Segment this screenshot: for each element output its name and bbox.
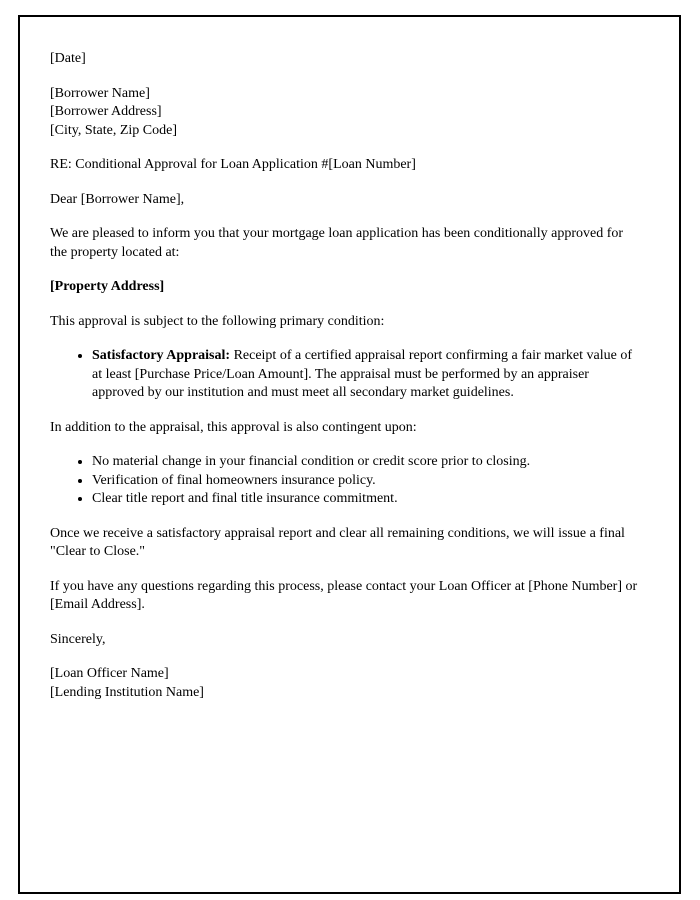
recipient-address-line: [Borrower Address] <box>50 104 162 119</box>
salutation: Dear [Borrower Name], <box>50 191 185 207</box>
contingency-intro: In addition to the appraisal, this approval is also contingent upon: <box>50 419 417 435</box>
signature-officer-line: [Loan Officer Name] <box>50 666 169 681</box>
signoff: Sincerely, <box>50 631 106 647</box>
recipient-city-line: [City, State, Zip Code] <box>50 122 178 138</box>
signature-block <box>50 665 643 702</box>
subject-line: RE: Conditional Approval for Loan Application #[Loan Number] <box>50 157 416 172</box>
contingency-list <box>50 453 643 509</box>
contingency-item: • Clear title report and final title insurance commitment. <box>92 490 643 509</box>
condition-intro: This approval is subject to the following primary condition: <box>50 313 385 329</box>
primary-condition-list <box>50 347 643 403</box>
contingency-item: • No material change in your financial condition or credit score prior to closing. <box>92 453 643 472</box>
contact-paragraph: If you have any questions regarding this process, please contact your Loan Officer at [Phone Number] or [Email Address]. <box>50 578 638 612</box>
intro-paragraph: We are pleased to inform you that your mortgage loan application has been conditionally approved for the property located at: <box>50 226 624 260</box>
property-address: [Property Address] <box>50 279 165 294</box>
letter-page <box>18 15 681 894</box>
primary-condition-item <box>92 347 643 403</box>
date-line: [Date] <box>50 51 86 66</box>
closing-paragraph: Once we receive a satisfactory appraisal report and clear all remaining conditions, we will issue a final "Clear to Close." <box>50 525 625 559</box>
recipient-name-line: [Borrower Name] <box>50 85 150 101</box>
recipient-block <box>50 85 643 141</box>
primary-condition-text: Receipt of a certified appraisal report confirming a fair market value of at least [Purchase Price/Loan Amount]. The appraisal must be performed by an appraiser approved by our institution and must meet all secondary market guidelines. <box>92 348 632 400</box>
contingency-item: • Verification of final homeowners insurance policy. <box>92 472 643 491</box>
signature-institution-line: [Lending Institution Name] <box>50 684 204 700</box>
primary-condition-label: Satisfactory Appraisal: <box>92 348 231 363</box>
